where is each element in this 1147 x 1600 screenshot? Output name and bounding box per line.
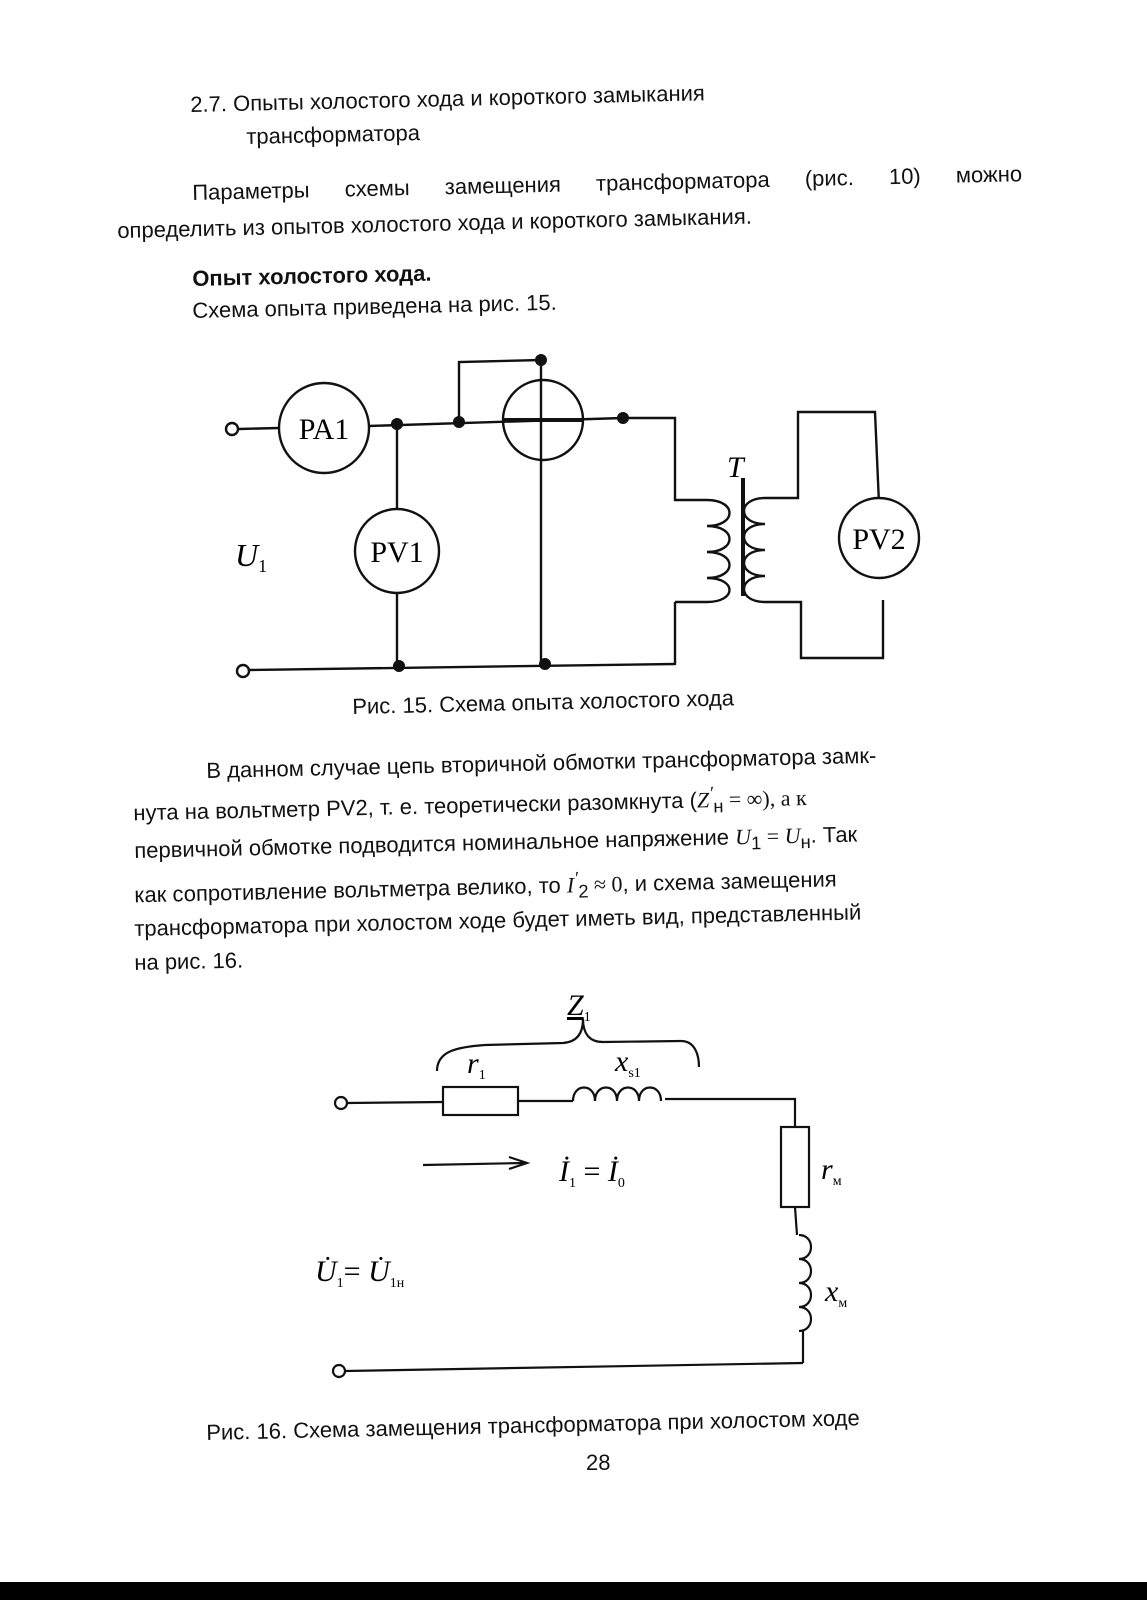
rm-label: $r_м$ [821,1153,842,1189]
paragraph-line5: трансформатора при холостом ходе будет иметь вид, представленный [134,899,862,941]
r1-label: $r_1$ [467,1047,486,1083]
section-heading-line2: трансформатора [246,120,421,149]
fig16-wires [345,1019,811,1371]
paragraph-line2: нута на вольтметр PV2, т. е. теоретически разомкнута ($Z'_н$ = ∞), а к [133,782,807,826]
voltmeter-pv1 [355,509,439,593]
z1-label: $Z_1$ [567,989,591,1025]
figure-15-caption: Рис. 15. Схема опыта холостого хода [352,685,735,719]
transformer-label: T [727,451,744,484]
pv2-label: PV2 [852,523,906,556]
section-heading-line1: 2.7. Опыты холостого хода и короткого замыкания [190,80,706,117]
figure-15-circuit [215,340,935,690]
wattmeter [503,380,583,460]
fig16-terminals [333,1097,347,1377]
intro-line1: Параметры схемы замещения трансформатора (рис. 10) можно [192,161,1023,205]
current-equation: $İ_1$ = $İ_0$ [559,1155,625,1191]
pa1-label: PA1 [298,413,350,446]
paragraph-line4: как сопротивление вольтметра велико, то $I'_2 \approx 0$, и схема замещения [134,866,837,908]
voltmeter-pv2 [839,498,919,578]
figure-16-equivalent-circuit [315,985,895,1395]
intro-line2: определить из опытов холостого хода и короткого замыкания. [117,203,753,243]
paragraph-line3: первичной обмотке подводится номинальное напряжение $U_1 = U_н$. Так [134,821,858,863]
subsection-text: Схема опыта приведена на рис. 15. [192,289,557,323]
fig15-junctions [391,354,629,672]
voltage-equation: $U̇_1=$ $U̇_{1н}$ [315,1255,405,1291]
pv1-label: PV1 [370,536,424,569]
subsection-title: Опыт холостого хода. [192,260,432,291]
paragraph-line6: на рис. 16. [134,947,244,975]
u1-label: U1 [235,537,268,576]
ammeter-pa1 [279,383,369,473]
figure-16-caption: Рис. 16. Схема замещения трансформатора при холостом ходе [206,1405,860,1445]
xs1-label: $x_{s1}$ [615,1045,641,1081]
page-number: 28 [586,1450,611,1475]
paragraph-line1: В данном случае цепь вторичной обмотки трансформатора замк- [206,742,877,783]
xm-label: $x_м$ [825,1275,848,1311]
